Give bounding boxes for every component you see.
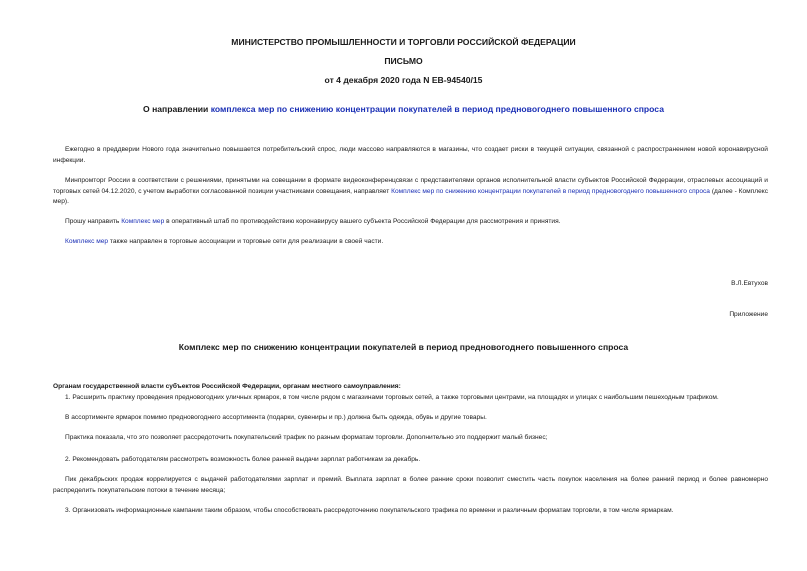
signature: В.Л.Евтухов [731, 280, 768, 287]
paragraph-3-tail: в оперативный штаб по противодействию коронавирусу вашего субъекта Российской Федерации для рассмотрения и принятия. [164, 218, 561, 225]
letter-paragraph-4 [53, 237, 768, 248]
paragraph-2-tail: (далее - Комплекс мер). [53, 187, 769, 205]
appendix-title: Комплекс мер по снижению концентрации покупателей в период предновогоднего повышенного спроса [178, 342, 629, 352]
subject-link[interactable]: комплекса мер по снижению концентрации покупателей в период предновогоднего повышенного спроса [210, 104, 664, 114]
appendix-item-2-detail: Пик декабрьских продаж коррелируется с выдачей работодателями зарплат и премий. Выплата зарплат в более ранние сроки позволит сместить часть покупок населения на более ранний период и более равномерно распределить покупательские потоки в течение месяца; [53, 476, 768, 494]
attachment-label: Приложение [729, 311, 768, 318]
appendix-item-1-practice: Практика показала, что это позволяет рассредоточить покупательский трафик по разным форматам торговли. Дополнительно это поддержит малый бизнес; [65, 434, 548, 441]
complex-measures-link[interactable]: Комплекс мер по снижению концентрации покупателей в период предновогоднего повышенного спроса [391, 187, 710, 195]
letter-paragraph-1: Ежегодно в преддверии Нового года значительно повышается потребительский спрос, люди массово направляются в магазины, что создает риски в текущей ситуации, связанной с распространением новой коронавирусной инфекции. [53, 146, 768, 164]
paragraph-3-prefix: Прошу направить [65, 218, 122, 225]
letter-paragraph-2 [53, 176, 768, 208]
appendix-item-3: 3. Организовать информационные кампании таким образом, чтобы способствовать рассредоточению покупательского трафика по времени и различным форматам торговли, в том числе ярмаркам. [65, 507, 674, 514]
complex-measures-link-2[interactable]: Комплекс мер [121, 218, 165, 225]
complex-measures-link-3[interactable]: Комплекс мер [65, 238, 109, 245]
subject-prefix: О направлении [143, 104, 211, 114]
appendix-item-1: 1. Расширить практику проведения предновогодних уличных ярмарок, в том числе рядом с магазинами торговых сетей, а также торговыми центрами, на площадях и улицах с наибольшим пешеходным трафиком. [65, 394, 719, 401]
appendix-item-2: 2. Рекомендовать работодателям рассмотреть возможность более ранней выдачи зарплат работникам за декабрь. [65, 456, 421, 463]
paragraph-2-text: Минпромторг России в соответствии с решениями, принятыми на совещании в формате видеоконференцсвязи с представителями органов исполнительной власти субъектов Российской Федерации, отраслевых ассоциаций и торговых сетей 04.12.2020, с учетом выработки согласованной позиции участниками совещания, направляет [53, 177, 768, 195]
appendix-item-1-assortment: В ассортименте ярмарок помимо предновогоднего ассортимента (подарки, сувениры и пр.) должна быть одежда, обувь и другие товары. [65, 414, 487, 421]
document-type: ПИСЬМО [384, 56, 423, 66]
document-subject [0, 104, 807, 114]
paragraph-4-tail: также направлен в торговые ассоциации и торговые сети для реализации в своей части. [108, 238, 384, 245]
document-date: от 4 декабря 2020 года N ЕВ-94540/15 [324, 75, 483, 85]
ministry-heading: МИНИСТЕРСТВО ПРОМЫШЛЕННОСТИ И ТОРГОВЛИ РОССИЙСКОЙ ФЕДЕРАЦИИ [231, 37, 576, 47]
appendix-section-heading: Органам государственной власти субъектов Российской Федерации, органам местного самоуправления: [53, 383, 401, 390]
letter-paragraph-3 [53, 217, 768, 228]
